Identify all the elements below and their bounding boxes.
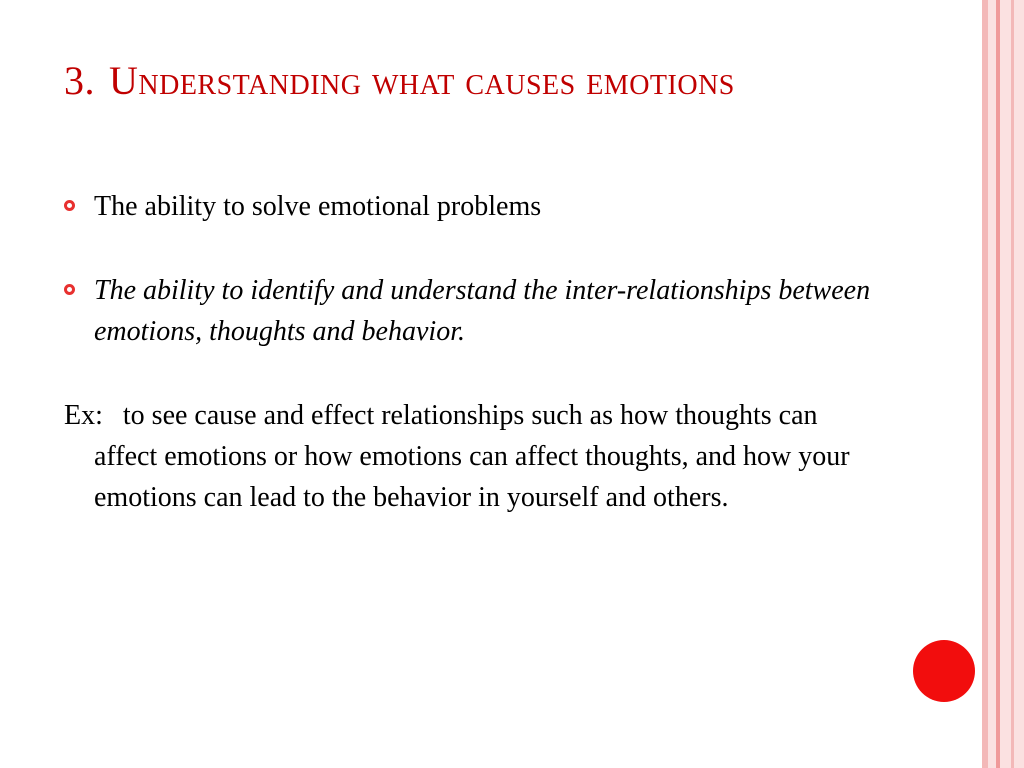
border-stripe [1011,0,1014,768]
example-paragraph [64,395,884,518]
example-text: to see cause and effect relationships such as how thoughts can affect emotions or how emotions can affect thoughts, and how your emotions can lead to the behavior in yourself and others. [94,400,850,513]
bullet-icon [64,284,75,295]
border-stripe [988,0,996,768]
bullet-item [64,270,884,352]
slide-title [64,55,944,107]
title-number: 3. [64,58,95,103]
title-text: Understanding what causes emotions [109,58,735,103]
slide-body [64,186,884,518]
decoration-circle-icon [913,640,975,702]
bullet-icon [64,200,75,211]
bullet-text: The ability to solve emotional problems [94,191,542,222]
bullet-item [64,186,884,227]
example-label: Ex: [64,400,103,431]
bullet-text: The ability to identify and understand the inter-relationships between emotions, thoughts and behavior. [94,275,871,347]
